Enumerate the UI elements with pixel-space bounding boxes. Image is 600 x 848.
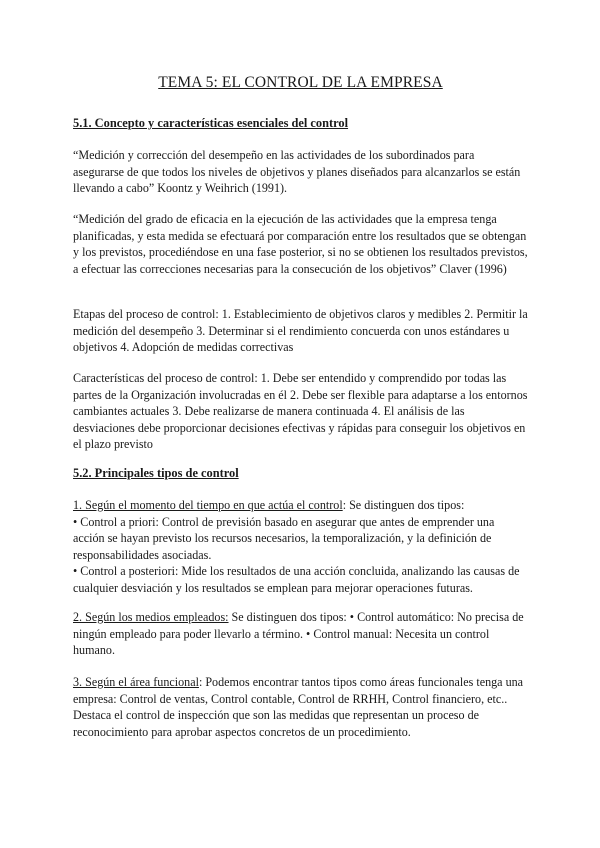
paragraph-caracteristicas: Características del proceso de control: 1. Debe ser entendido y comprendido por todas las partes de la Organización involucradas en él 2. Debe ser flexible para adaptarse a los entornos cambiantes actuales 3. Debe realizarse de manera continuada 4. El análisis de las desviaciones debe proporcionar decisiones efectivas y rápidas para conseguir los objetivos en el plazo previsto bbox=[73, 371, 528, 452]
tipo-2-label: 2. Según los medios empleados: bbox=[73, 610, 229, 624]
tipo-1-intro: : Se distinguen dos tipos: bbox=[342, 498, 465, 512]
tipo-1-label: 1. Según el momento del tiempo en que actúa el control bbox=[73, 498, 343, 512]
tipo-2-text: Se distinguen dos tipos: • Control automático: No precisa de ningún empleado para poder llevarlo a término. • Control manual: Necesita un control humano. bbox=[73, 610, 524, 658]
tipo-3-text: : Podemos encontrar tantos tipos como áreas funcionales tenga una empresa: Control de ventas, Control contable, Control de RRHH, Control financiero, etc.. Destaca el control de inspección que son las medidas que representan un proceso de reconocimiento para aprobar aspectos concretos de un procedimiento. bbox=[73, 675, 524, 739]
section-heading-5-1: 5.1. Concepto y características esenciales del control bbox=[73, 116, 349, 130]
tipo-1-item-priori: • Control a priori: Control de previsión basado en asegurar que antes de emprender una acción se hayan previsto los recursos necesarios, la temporalización, y la definición de responsabilidades asociadas. bbox=[73, 514, 495, 562]
paragraph-etapas: Etapas del proceso de control: 1. Establecimiento de objetivos claros y medibles 2. Permitir la medición del desempeño 3. Determinar si el rendimiento concuerda con unos estándares u objetivos 4. Adopción de medidas correctivas bbox=[73, 307, 528, 355]
section-heading-5-2: 5.2. Principales tipos de control bbox=[73, 466, 239, 480]
paragraph-tipo-3 bbox=[73, 674, 528, 740]
document-title: TEMA 5: EL CONTROL DE LA EMPRESA bbox=[158, 74, 443, 91]
paragraph-claver-quote: “Medición del grado de eficacia en la ejecución de las actividades que la empresa tenga planificadas, y esta medida se efectuará por comparación entre los resultados que se obtengan y los previstos, procediéndose en una fase posterior, si no se obtienen los resultados previstos, a efectuar las correcciones necesarias para la consecución de los objetivos” Claver (1996) bbox=[73, 212, 528, 276]
tipo-1-item-posteriori: • Control a posteriori: Mide los resultados de una acción concluida, analizando las causas de cualquier desviación y los resultados se emplean para mejorar operaciones futuras. bbox=[73, 564, 520, 595]
paragraph-tipo-1 bbox=[73, 497, 528, 597]
tipo-3-label: 3. Según el área funcional bbox=[73, 675, 199, 689]
paragraph-tipo-2 bbox=[73, 609, 528, 659]
paragraph-koontz-quote: “Medición y corrección del desempeño en las actividades de los subordinados para asegurarse de que todos los niveles de objetivos y planes diseñados para alcanzarlos se están llevando a cabo” Koontz y Weihrich (1991). bbox=[73, 148, 521, 196]
